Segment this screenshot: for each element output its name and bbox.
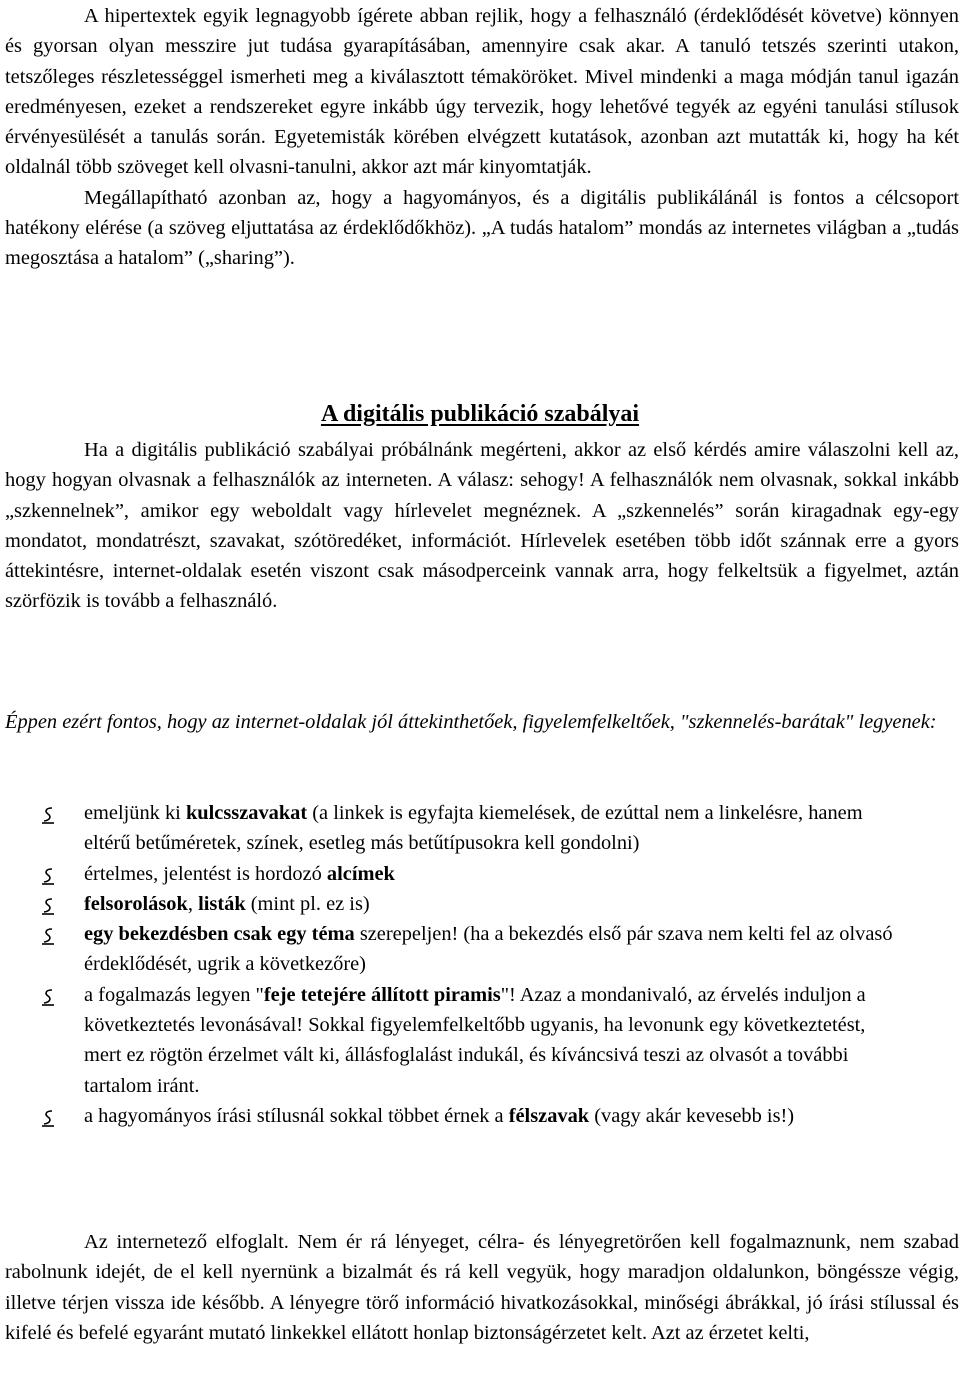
flourish-bullet-icon	[41, 927, 55, 945]
keyword-bold: felsorolások	[84, 892, 188, 915]
list-item-text: a fogalmazás legyen "feje tetejére állított piramis"! Azaz a mondanivaló, az érvelés induljon a következtetés levonásával! Sokkal figyelemfelkeltőbb ugyanis, ha levonunk egy következtetést, mert ez rögtön érzelmet vált ki, állásfoglalást indukál, és kíváncsivá teszi az olvasót a további tartalom iránt.	[84, 983, 866, 1097]
list-item-text: egy bekezdésben csak egy téma szerepeljen! (ha a bekezdés első pár szava nem kelti fel az olvasó érdeklődését, ugrik a következőre)	[84, 923, 893, 976]
italic-intro-block	[5, 707, 959, 737]
list-item-text: a hagyományos írási stílusnál sokkal többet érnek a félszavak (vagy akár kevesebb is!)	[84, 1104, 795, 1127]
section-body	[5, 435, 959, 617]
flourish-bullet-icon	[41, 897, 55, 915]
list-item-text: felsorolások, listák (mint pl. ez is)	[84, 892, 370, 915]
list-item	[5, 919, 904, 980]
guideline-list	[5, 798, 959, 1131]
list-item	[5, 980, 904, 1101]
section-title-block	[0, 399, 960, 430]
section-paragraph: Ha a digitális publikáció szabályai próbálnánk megérteni, akkor az első kérdés amire válaszolni kell az, hogy hogyan olvasnak a felhasználók az interneten. A válasz: sehogy! A felhasználók nem olvasnak, sokkal inkább „szkennelnek”, amikor egy weboldalt vagy hírlevelet megnéznek. A „szkennelés” során kiragadnak egy-egy mondatot, mondatrészt, szavakat, szótöredéket, információt. Hírlevelek esetében több időt szánnak erre a gyors áttekintésre, internet-oldalak esetén viszont csak másodperceink vannak arra, hogy felkeltsük a figyelmet, aztán szörfözik is tovább a felhasználó.	[5, 439, 959, 613]
keyword-bold: kulcsszavakat	[185, 802, 308, 824]
flourish-bullet-icon	[41, 1109, 55, 1127]
list-item	[5, 889, 904, 919]
keyword-bold: egy bekezdésben csak egy téma	[84, 923, 355, 946]
intro-paragraph-2: Megállapítható azonban az, hogy a hagyományos, és a digitális publikálánál is fontos a célcsoport hatékony elérése (a szöveg eljuttatása az érdeklődőkhöz). „A tudás hatalom” mondás az internetes világban a „tudás megosztása a hatalom” („sharing”).	[5, 186, 959, 270]
intro-paragraph-1: A hipertextek egyik legnagyobb ígérete abban rejlik, hogy a felhasználó (érdeklődését követve) könnyen és gyorsan olyan messzire jut tudása gyarapításában, amennyire csak akar. A tanuló tetszés szerinti utakon, tetszőleges részletességgel ismerheti meg a kiválasztott témaköröket. Mivel mindenki a maga módján tanul igazán eredményesen, ezeket a rendszereket egyre inkább úgy tervezik, hogy lehetővé tegyék az egyéni tanulási stílusok érvényesülését a tanulás során. Egyetemisták körében elvégzett kutatások, azonban azt mutatták ki, hogy ha két oldalnál több szöveget kell olvasni-tanulni, akkor azt már kinyomtatják.	[5, 5, 959, 179]
flourish-bullet-icon	[41, 867, 55, 885]
section-title: A digitális publikáció szabályai	[320, 401, 640, 427]
list-item	[5, 798, 904, 859]
keyword-bold: alcímek	[326, 862, 395, 885]
flourish-bullet-icon	[41, 988, 55, 1006]
list-item	[5, 859, 904, 889]
closing-paragraph: Az internetező elfoglalt. Nem ér rá lényeget, célra- és lényegretörően kell fogalmaznunk, nem szabad rabolnunk idejét, de el kell nyernünk a bizalmát és rá kell vegyük, hogy maradjon oldalunkon, böngéssze végig, illetve térjen vissza ide később. A lényegre törő információ hivatkozásokkal, minőségi ábrákkal, jó írási stílussal és kifelé és befelé egyaránt mutató linkekkel ellátott honlap biztonságérzetet kelt. Azt az érzetet kelti,	[5, 1231, 959, 1344]
closing-section	[5, 1227, 959, 1348]
keyword-bold: listák	[198, 892, 246, 915]
keyword-bold: feje tetejére állított piramis	[263, 983, 501, 1006]
list-item	[5, 1101, 904, 1131]
list-item-text: értelmes, jelentést is hordozó alcímek	[84, 862, 395, 885]
intro-section	[5, 1, 959, 274]
keyword-bold: félszavak	[508, 1104, 590, 1127]
flourish-bullet-icon	[41, 806, 55, 824]
list-item-text: emeljünk ki kulcsszavakat (a linkek is egyfajta kiemelések, de ezúttal nem a linkelésre, hanem eltérű betűméretek, színek, esetleg más betűtípusokra kell gondolni)	[84, 802, 863, 855]
italic-intro: Éppen ezért fontos, hogy az internet-oldalak jól áttekinthetőek, figyelemfelkeltőek, "szkennelés-barátak" legyenek:	[5, 711, 937, 733]
